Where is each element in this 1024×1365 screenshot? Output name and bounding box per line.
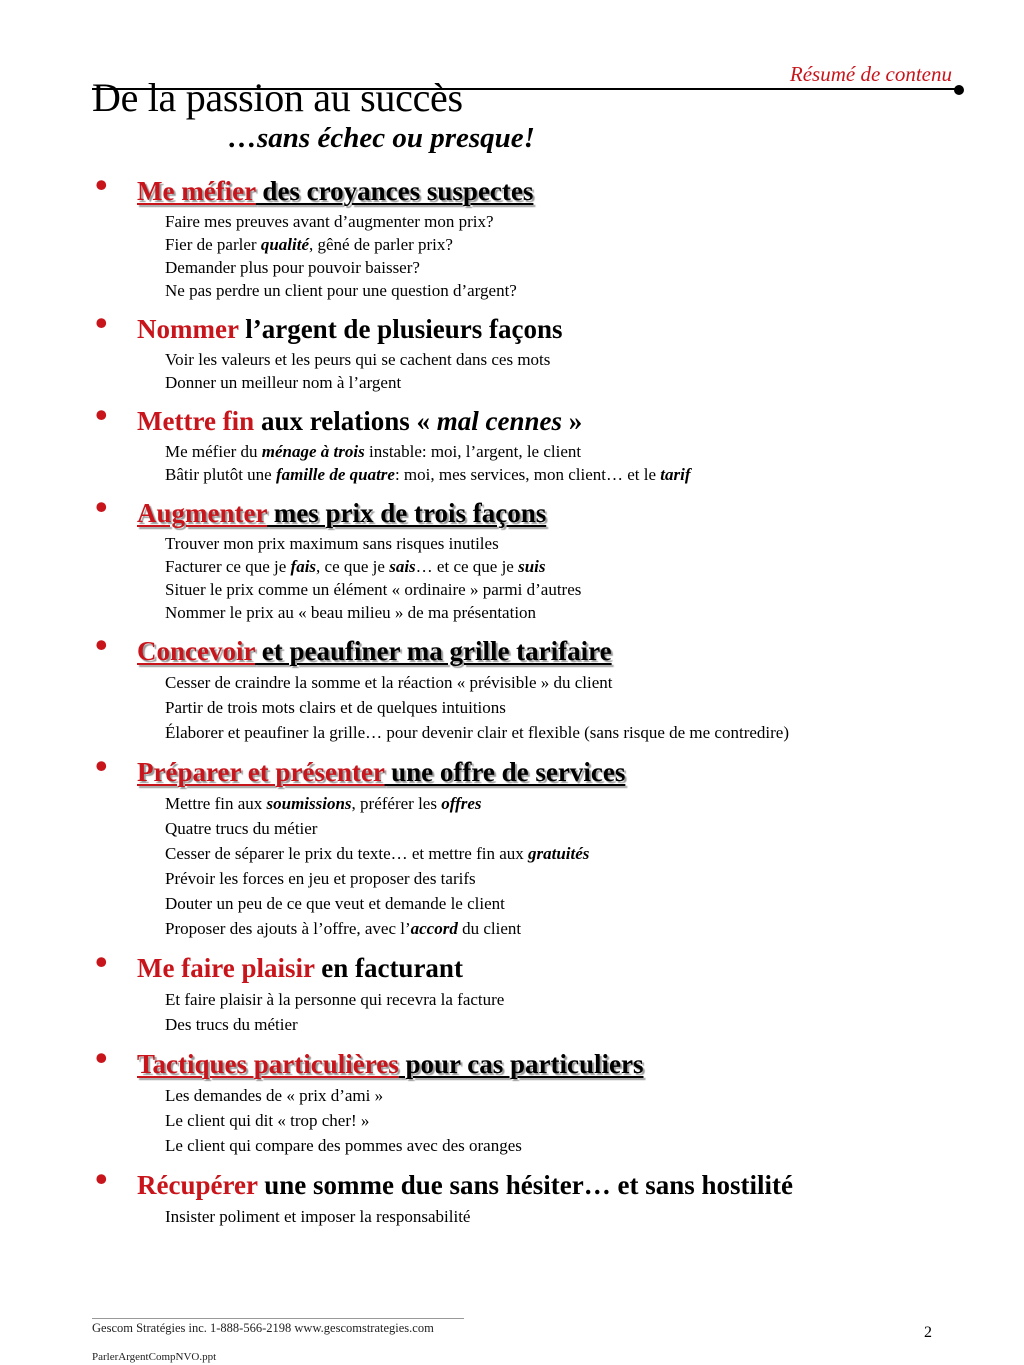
topic-line: Me méfier du ménage à trois instable: moi, l’argent, le client bbox=[165, 442, 582, 461]
topic-lines bbox=[92, 348, 982, 394]
topic-item bbox=[92, 942, 982, 1037]
topic-line: Prévoir les forces en jeu et proposer des tarifs bbox=[165, 869, 476, 888]
page-title: De la passion au succès bbox=[92, 75, 463, 120]
topic-lines bbox=[92, 1204, 982, 1229]
topic-heading bbox=[92, 395, 982, 440]
topic-line: Trouver mon prix maximum sans risques inutiles bbox=[165, 534, 499, 553]
topic-heading bbox=[92, 487, 982, 532]
bullet-icon: • bbox=[95, 746, 108, 786]
topic-item bbox=[92, 1159, 982, 1229]
topic-line: Demander plus pour pouvoir baisser? bbox=[165, 258, 420, 277]
topic-line: Quatre trucs du métier bbox=[165, 819, 318, 838]
topic-line: Et faire plaisir à la personne qui recevra la facture bbox=[165, 990, 505, 1009]
topic-line: Ne pas perdre un client pour une question d’argent? bbox=[165, 281, 517, 300]
topic-lines bbox=[92, 440, 982, 486]
topic-line: Situer le prix comme un élément « ordinaire » parmi d’autres bbox=[165, 580, 582, 599]
topic-keyword: Préparer et présenter bbox=[137, 757, 385, 787]
topic-lines bbox=[92, 670, 982, 745]
topic-heading bbox=[92, 942, 982, 987]
topic-heading-rest: mes prix de trois façons bbox=[266, 498, 547, 528]
bullet-icon: • bbox=[95, 165, 108, 205]
bullet-icon: • bbox=[95, 303, 108, 343]
topic-line: Partir de trois mots clairs et de quelques intuitions bbox=[165, 698, 506, 717]
topic-line: Voir les valeurs et les peurs qui se cachent dans ces mots bbox=[165, 350, 551, 369]
topic-item bbox=[92, 746, 982, 941]
topic-line: Proposer des ajouts à l’offre, avec l’accord du client bbox=[165, 919, 522, 938]
topic-line: Nommer le prix au « beau milieu » de ma présentation bbox=[165, 603, 537, 622]
topic-line: Douter un peu de ce que veut et demande le client bbox=[165, 894, 505, 913]
footer-rule bbox=[92, 1318, 464, 1319]
topic-heading-rest: et peaufiner ma grille tarifaire bbox=[254, 636, 612, 666]
topic-keyword: Augmenter bbox=[137, 498, 267, 528]
topic-keyword: Concevoir bbox=[137, 636, 255, 666]
topic-lines bbox=[92, 987, 982, 1037]
topic-line: Le client qui compare des pommes avec des oranges bbox=[165, 1136, 522, 1155]
topic-lines bbox=[92, 532, 982, 624]
topic-heading-italic: mal cennes bbox=[436, 406, 562, 436]
topic-keyword: Tactiques particulières bbox=[137, 1049, 399, 1079]
topic-heading-rest: une offre de services bbox=[384, 757, 626, 787]
topic-heading-end: » bbox=[561, 406, 583, 436]
topic-heading-rest: en facturant bbox=[314, 953, 463, 983]
bullet-icon: • bbox=[95, 487, 108, 527]
topic-lines bbox=[92, 1083, 982, 1158]
topic-lines bbox=[92, 210, 982, 302]
bullet-icon: • bbox=[95, 1159, 108, 1199]
topic-heading-rest: des croyances suspectes bbox=[255, 176, 534, 206]
topic-line: Faire mes preuves avant d’augmenter mon prix? bbox=[165, 212, 494, 231]
topic-line: Insister poliment et imposer la responsabilité bbox=[165, 1207, 471, 1226]
header-rule-dot bbox=[954, 85, 964, 95]
topic-line: Facturer ce que je fais, ce que je sais… et ce que je suis bbox=[165, 557, 546, 576]
topic-heading bbox=[92, 165, 982, 210]
topic-heading bbox=[92, 746, 982, 791]
topic-line: Les demandes de « prix d’ami » bbox=[165, 1086, 384, 1105]
topic-line: Bâtir plutôt une famille de quatre: moi, mes services, mon client… et le tarif bbox=[165, 465, 691, 484]
topic-line: Cesser de séparer le prix du texte… et mettre fin aux gratuités bbox=[165, 844, 590, 863]
topic-list bbox=[92, 165, 982, 1237]
topic-line: Cesser de craindre la somme et la réaction « prévisible » du client bbox=[165, 673, 613, 692]
topic-line: Le client qui dit « trop cher! » bbox=[165, 1111, 370, 1130]
topic-line: Donner un meilleur nom à l’argent bbox=[165, 373, 402, 392]
file-name: ParlerArgentCompNVO.ppt bbox=[92, 1351, 217, 1363]
topic-keyword: Récupérer bbox=[137, 1170, 258, 1200]
topic-line: Élaborer et peaufiner la grille… pour devenir clair et flexible (sans risque de me contredire) bbox=[165, 723, 790, 742]
topic-item bbox=[92, 625, 982, 745]
topic-keyword: Me faire plaisir bbox=[137, 953, 315, 983]
topic-keyword: Me méfier bbox=[137, 176, 256, 206]
topic-line: Des trucs du métier bbox=[165, 1015, 298, 1034]
topic-item bbox=[92, 1038, 982, 1158]
topic-keyword: Nommer bbox=[137, 314, 239, 344]
topic-heading bbox=[92, 1038, 982, 1083]
page-number: 2 bbox=[924, 1324, 932, 1341]
topic-line: Mettre fin aux soumissions, préférer les offres bbox=[165, 794, 482, 813]
topic-item bbox=[92, 487, 982, 624]
bullet-icon: • bbox=[95, 625, 108, 665]
topic-line: Fier de parler qualité, gêné de parler prix? bbox=[165, 235, 453, 254]
bullet-icon: • bbox=[95, 1038, 108, 1078]
topic-keyword: Mettre fin bbox=[137, 406, 255, 436]
bullet-icon: • bbox=[95, 942, 108, 982]
topic-lines bbox=[92, 791, 982, 941]
topic-heading bbox=[92, 625, 982, 670]
footer-company: Gescom Stratégies inc. 1-888-566-2198 www.gescomstrategies.com bbox=[92, 1321, 434, 1335]
topic-item bbox=[92, 165, 982, 302]
section-label: Résumé de contenu bbox=[789, 62, 952, 86]
topic-item bbox=[92, 303, 982, 394]
bullet-icon: • bbox=[95, 395, 108, 435]
topic-heading-rest: une somme due sans hésiter… et sans hostilité bbox=[257, 1170, 793, 1200]
topic-heading-rest: aux relations « bbox=[254, 406, 437, 436]
topic-heading-rest: l’argent de plusieurs façons bbox=[238, 314, 563, 344]
topic-heading-rest: pour cas particuliers bbox=[398, 1049, 644, 1079]
topic-heading bbox=[92, 1159, 982, 1204]
page-subtitle: …sans échec ou presque! bbox=[228, 122, 535, 154]
topic-item bbox=[92, 395, 982, 486]
topic-heading bbox=[92, 303, 982, 348]
